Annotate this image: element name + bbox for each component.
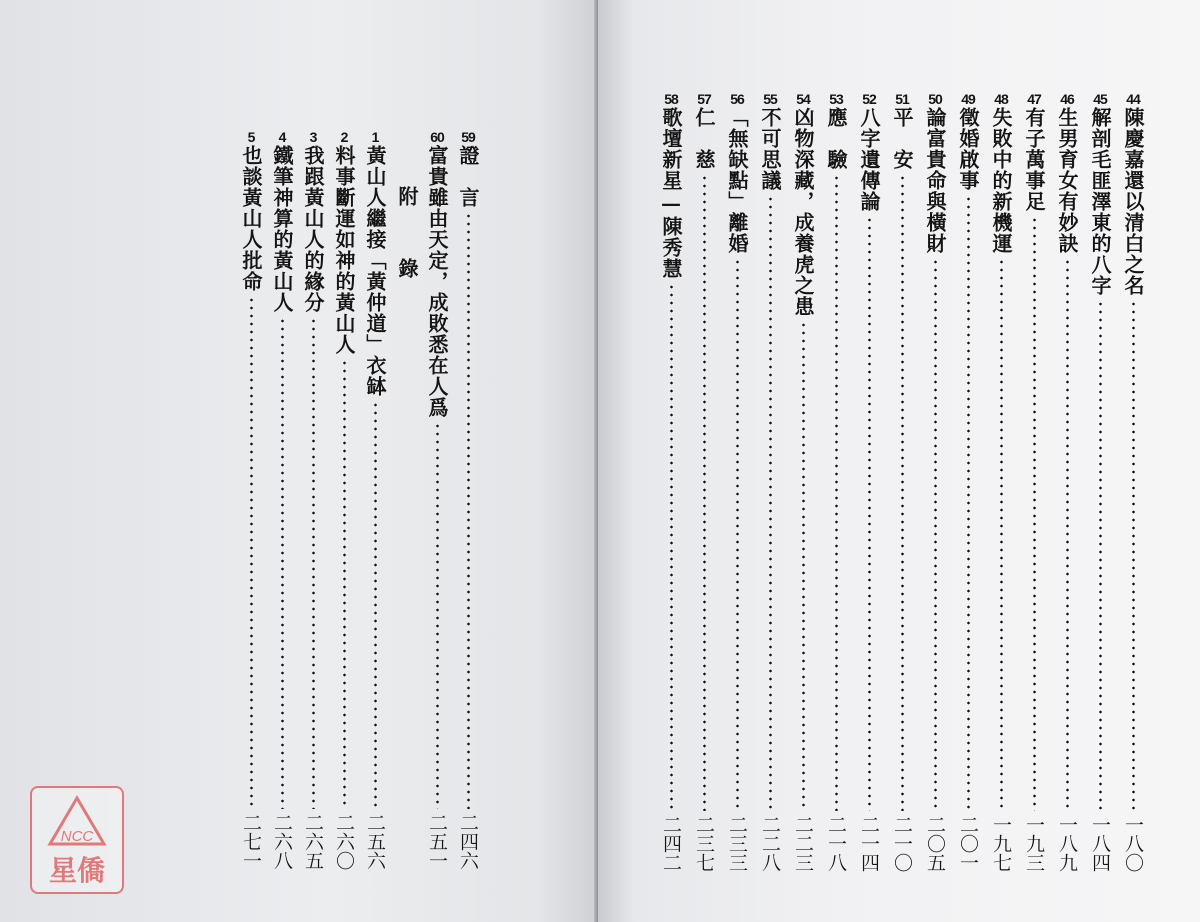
page-number: 一八〇 [1122,815,1144,872]
entry-number: 2 [340,129,348,145]
page-number: 二六八 [271,813,293,870]
entry-number: 59 [461,129,475,145]
dot-leader [901,174,904,811]
page-number: 二二八 [759,815,781,872]
entry-number: 55 [763,91,777,107]
toc-entry [955,92,981,872]
toc-entry [238,130,264,870]
toc-entry [455,130,481,870]
toc-entry [724,92,750,872]
dot-leader [312,317,315,809]
watermark-stamp [30,786,124,894]
entry-title: 失敗中的新機運 [989,107,1013,254]
entry-number: 3 [309,129,317,145]
entry-number: 1 [371,129,379,145]
entry-title: 歌壇新星—陳秀慧 [659,107,683,279]
svg-text:NCC: NCC [60,828,94,845]
dot-leader [934,258,937,811]
dot-leader [281,317,284,809]
entry-title: 富貴雖由天定，成敗悉在人爲 [425,145,449,418]
entry-number: 4 [278,129,286,145]
page-number: 二〇五 [924,815,946,872]
page-number: 二二三 [792,815,814,872]
left-page [0,0,598,922]
toc-entry [331,130,357,870]
page-number: 一九七 [990,815,1012,872]
dot-leader [1099,300,1102,811]
entry-number: 52 [862,91,876,107]
page-number: 二五六 [364,813,386,870]
entry-title: 料事斷運如神的黃山人 [332,145,356,355]
page-number: 二四二 [660,815,682,872]
toc-entry [823,92,849,872]
dot-leader [436,422,439,809]
dot-leader [343,359,346,809]
page-number: 二七一 [240,813,262,870]
entry-title: 我跟黃山人的緣分 [301,145,325,313]
dot-leader [250,296,253,809]
page-number: 一八四 [1089,815,1111,872]
toc-entry [922,92,948,872]
dot-leader [802,321,805,811]
entry-title: 不可思議 [758,107,782,191]
entry-title: 論富貴命與橫財 [923,107,947,254]
page-number: 二一四 [858,815,880,872]
toc-entry [658,92,684,872]
entry-title: 黃山人繼接「黃仲道」衣缽 [363,145,387,397]
dot-leader [703,174,706,811]
entry-number: 60 [430,129,444,145]
toc-entry [1120,92,1146,872]
entry-number: 46 [1060,91,1074,107]
entry-number: 54 [796,91,810,107]
dot-leader [670,283,673,811]
dot-leader [868,216,871,811]
entry-title: 解剖毛匪澤東的八字 [1088,107,1112,296]
toc-entry [988,92,1014,872]
dot-leader [374,401,377,809]
entry-number: 53 [829,91,843,107]
page-number: 二六〇 [333,813,355,870]
toc-entry [424,130,450,870]
right-page [598,0,1200,922]
toc-entry [269,130,295,870]
entry-number: 49 [961,91,975,107]
entry-number: 51 [895,91,909,107]
toc-entry [300,130,326,870]
toc-entry [1054,92,1080,872]
entry-number: 45 [1093,91,1107,107]
entry-title: 仁 慈 [692,107,716,170]
dot-leader [835,174,838,811]
toc-entry [790,92,816,872]
ncc-logo-icon [32,788,122,892]
entry-number: 58 [664,91,678,107]
toc-entry [1021,92,1047,872]
entry-number: 50 [928,91,942,107]
entry-title: 證 言 [456,145,480,208]
page-number: 一八九 [1056,815,1078,872]
entry-title: 應 驗 [824,107,848,170]
entry-title: 鐵筆神算的黃山人 [270,145,294,313]
dot-leader [1132,300,1135,811]
toc-entry [691,92,717,872]
dot-leader [1066,258,1069,811]
page-number: 二一〇 [891,815,913,872]
entry-title: 凶物深藏，成養虎之患 [791,107,815,317]
entry-title: 「無缺點」離婚 [725,107,749,254]
toc-entry [856,92,882,872]
page-number: 二五一 [426,813,448,870]
entry-title: 陳慶嘉還以清白之名 [1121,107,1145,296]
page-number: 二三三 [726,815,748,872]
entry-title: 平 安 [890,107,914,170]
entry-number: 57 [697,91,711,107]
entry-number: 56 [730,91,744,107]
page-number: 二四六 [457,813,479,870]
page-number: 二〇一 [957,815,979,872]
entry-title: 生男育女有妙訣 [1055,107,1079,254]
toc-entry [1087,92,1113,872]
dot-leader [967,195,970,811]
dot-leader [1033,216,1036,811]
page-number: 二一八 [825,815,847,872]
appendix-heading: 附 錄 [395,186,419,292]
page-number: 一九三 [1023,815,1045,872]
entry-title: 八字遺傳論 [857,107,881,212]
entry-number: 47 [1027,91,1041,107]
dot-leader [1000,258,1003,811]
svg-text:星僑: 星僑 [48,854,106,887]
entry-number: 5 [247,129,255,145]
dot-leader [769,195,772,811]
dot-leader [467,212,470,809]
entry-title: 也談黃山人批命 [239,145,263,292]
toc-entry [889,92,915,872]
entry-title: 徵婚啟事 [956,107,980,191]
entry-title: 有子萬事足 [1022,107,1046,212]
entry-number: 48 [994,91,1008,107]
dot-leader [736,258,739,811]
entry-number: 44 [1126,91,1140,107]
toc-entry [757,92,783,872]
page-number: 二六五 [302,813,324,870]
toc-entry [362,130,388,870]
page-number: 二三七 [693,815,715,872]
